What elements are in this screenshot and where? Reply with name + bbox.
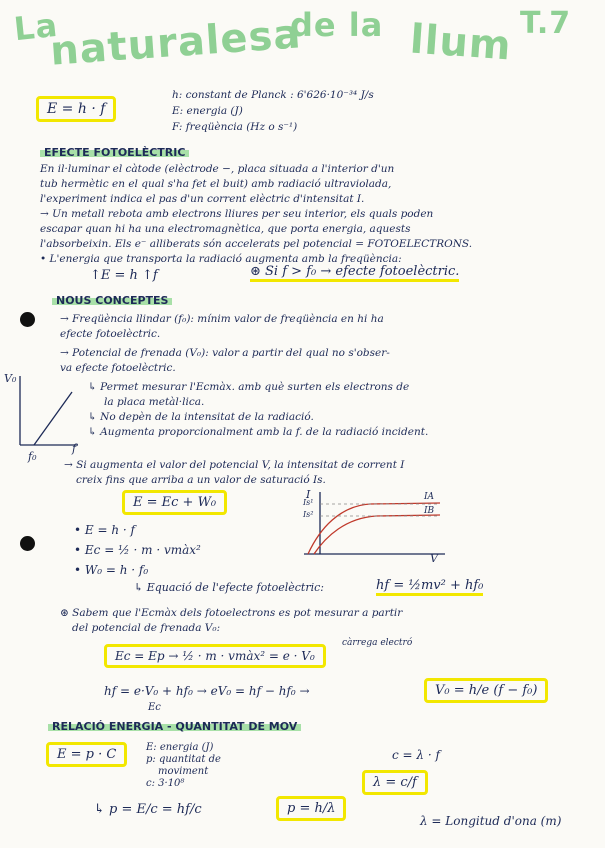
- ec-label: Ec: [148, 702, 161, 713]
- unit-label: T.7: [520, 6, 572, 41]
- momentum-heading: RELACIÓ ENERGIA - QUANTITAT DE MOV: [48, 720, 301, 733]
- stopping-potential: [60, 346, 390, 376]
- text-line: va efecte fotoelèctric.: [60, 362, 176, 374]
- planck-f-definition: F: freqüència (Hz o s⁻¹): [172, 121, 298, 133]
- list-item: • Ec = ½ · m · vmàx²: [74, 543, 201, 557]
- text-line: l'absorbeixin. Els e⁻ alliberats són accelerats pel potencial = FOTOELECTRONS.: [40, 238, 473, 250]
- text-line: → Un metall rebota amb electrons lliures per seu interior, els quals poden: [40, 208, 434, 220]
- momentum-definitions: [146, 742, 221, 790]
- definition: c: 3·10⁸: [146, 778, 185, 789]
- title-de-la: de la: [290, 6, 384, 44]
- planck-e-definition: E: energia (J): [172, 105, 243, 117]
- planck-h-definition: h: constant de Planck : 6'626·10⁻³⁴ J/s: [172, 89, 374, 101]
- text-line: • L'energia que transporta la radiació augmenta amb la freqüència:: [40, 253, 402, 265]
- photoelectric-heading: EFECTE FOTOELÈCTRIC: [40, 146, 189, 159]
- text-line: tub hermètic en el qual s'ha fet el buit) amb radiació ultraviolada,: [40, 178, 392, 190]
- momentum-wavelength-formula: p = h/λ: [276, 796, 346, 821]
- stopping-potential-formula: V₀ = h/e (f − f₀): [424, 678, 548, 703]
- text-line: ↳ Augmenta proporcionalment amb la f. de la radiació incident.: [88, 426, 429, 438]
- definition: moviment: [158, 766, 209, 777]
- text-line: efecte fotoelèctric.: [60, 328, 161, 340]
- title-naturalesa: naturalesa: [48, 11, 303, 75]
- text-line: creix fins que arriba a un valor de saturació Is.: [76, 474, 326, 486]
- list-item: • E = h · f: [74, 523, 135, 537]
- graph1-y-label: V₀: [4, 372, 17, 385]
- text-line: → Si augmenta el valor del potencial V, la intensitat de corrent I: [64, 459, 405, 471]
- saturation-note: [64, 458, 404, 488]
- energy-momentum-formula: E = p · C: [46, 742, 127, 767]
- title-la: La: [12, 5, 60, 49]
- graph2-curve-a: IA: [424, 492, 435, 502]
- text-line: escapar quan hi ha una electromagnètica, que porta energia, aquests: [40, 223, 411, 235]
- threshold-condition: ⊛ Si f > f₀ → efecte fotoelèctric.: [250, 264, 459, 282]
- title-llum: llum: [408, 16, 514, 70]
- graph2-saturation-1: Is¹: [303, 498, 314, 507]
- text-line: l'experiment indica el pas d'un corrent elèctric d'intensitat I.: [40, 193, 365, 205]
- text-line: En il·luminar el càtode (elèctrode −, placa situada a l'interior d'un: [40, 163, 395, 175]
- hole-punch-2: [20, 536, 35, 551]
- graph2-y-label: I: [306, 488, 311, 501]
- list-item: • W₀ = h · f₀: [74, 563, 149, 577]
- text-line: ⊛ Sabem que l'Ecmàx dels fotoelectrons es pot mesurar a partir: [60, 607, 403, 619]
- graph2-saturation-2: Is²: [303, 510, 314, 519]
- frequency-potential-relation: hf = e·V₀ + hf₀ → eV₀ = hf − hf₀ →: [104, 684, 310, 698]
- text-line: del potencial de frenada V₀:: [72, 622, 221, 634]
- graph2-curve-b: IB: [424, 506, 435, 516]
- kinetic-energy-equation: Ec = Ep → ½ · m · vmàx² = e · V₀: [104, 644, 326, 668]
- text-line: → Freqüència llindar (f₀): mínim valor de freqüència en hi ha: [60, 313, 384, 325]
- equation-label: ↳ Equació de l'efecte fotoelèctric:: [134, 581, 324, 594]
- graph1-x-label: f: [72, 442, 77, 455]
- photoelectric-equation: hf = ½mv² + hf₀: [376, 578, 483, 596]
- graph1-threshold-tick: f₀: [28, 450, 37, 463]
- proportional-relation: ↑E = h ↑f: [90, 268, 158, 283]
- text-line: → Potencial de frenada (V₀): valor a partir del qual no s'obser-: [60, 347, 390, 359]
- electron-charge-note: càrrega electró: [342, 638, 413, 648]
- speed-of-light-equation: c = λ · f: [392, 748, 440, 762]
- definition: p: quantitat de: [146, 754, 221, 765]
- hole-punch-1: [20, 312, 35, 327]
- stopping-potential-note: [60, 606, 402, 636]
- photoelectric-text: [40, 162, 560, 267]
- concepts-heading: NOUS CONCEPTES: [52, 294, 172, 307]
- threshold-frequency: [60, 312, 384, 342]
- text-line: la placa metàl·lica.: [104, 396, 205, 408]
- energy-balance-formula: E = Ec + W₀: [122, 490, 227, 515]
- stopping-potential-properties: [88, 380, 428, 440]
- planck-formula: E = h · f: [36, 96, 116, 122]
- text-line: ↳ No depèn de la intensitat de la radiació.: [88, 411, 314, 423]
- momentum-derivation: ↳ p = E/c = hf/c: [94, 802, 202, 817]
- wavelength-formula: λ = c/f: [362, 770, 428, 795]
- text-line: ↳ Permet mesurar l'Ecmàx. amb què surten els electrons de: [88, 381, 410, 393]
- definition: E: energia (J): [146, 742, 214, 753]
- energy-terms-list: [74, 520, 201, 580]
- wavelength-definition: λ = Longitud d'ona (m): [420, 814, 562, 828]
- graph2-x-label: V: [430, 552, 438, 565]
